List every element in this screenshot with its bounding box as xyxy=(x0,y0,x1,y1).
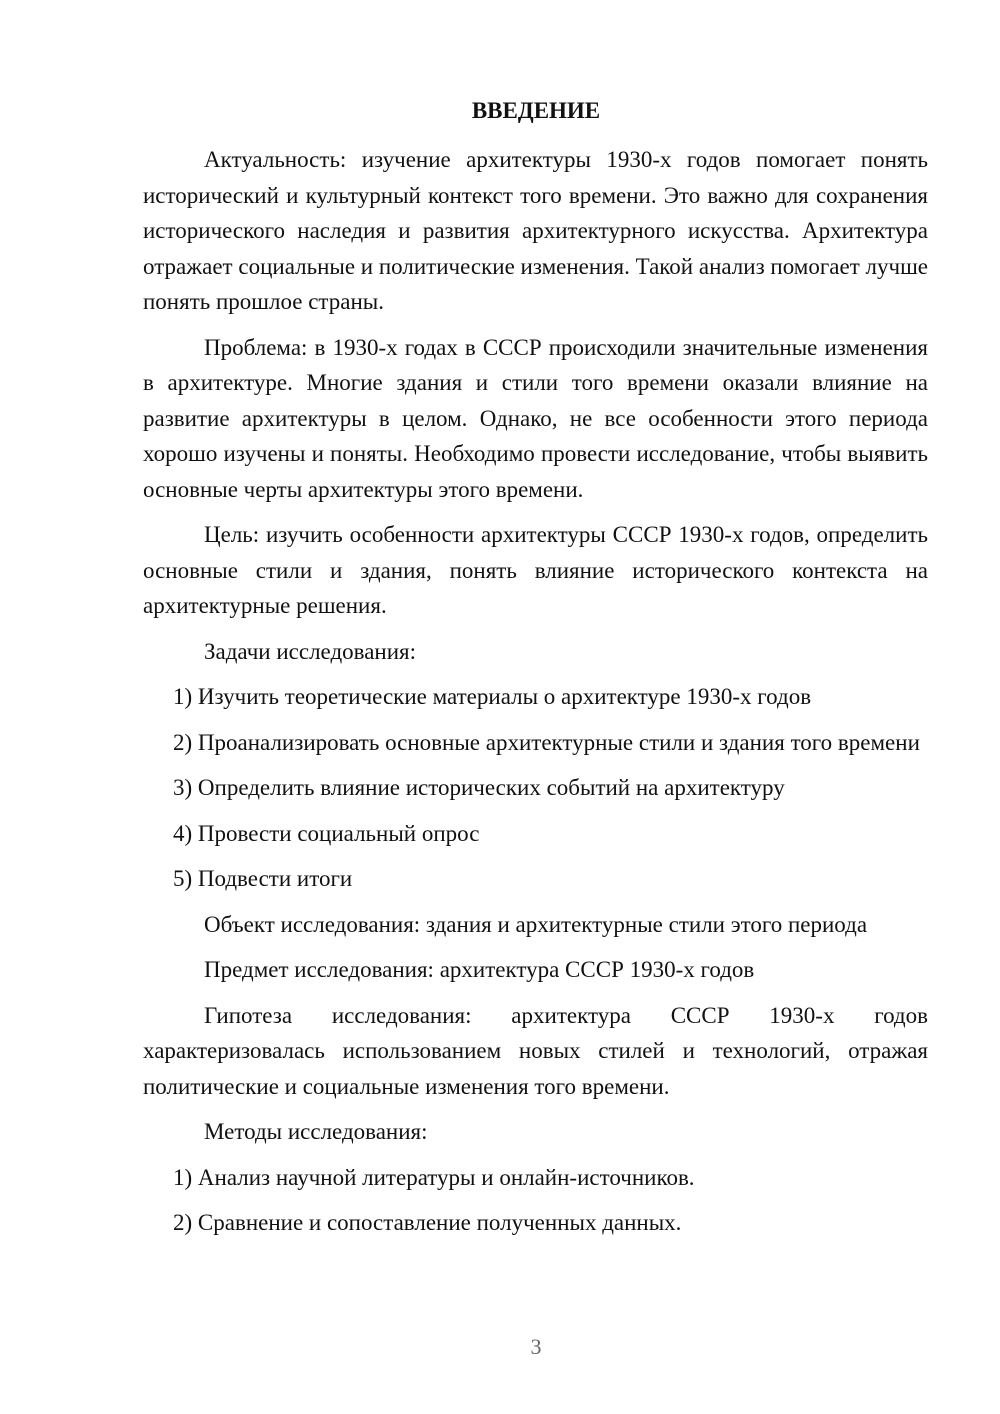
section-heading: ВВЕДЕНИЕ xyxy=(471,98,601,123)
page-number: 3 xyxy=(530,1334,542,1359)
relevance-paragraph: Актуальность: изучение архитектуры 1930-х годов помогает понять исторический и культурный контекст того времени. Это важно для сохранения исторического наследия и развития архитектурного искусства. Архитектура отражает социальные и политические изменения. Такой анализ помогает лучше понять прошлое страны. xyxy=(143,147,928,314)
method-item: 2) Сравнение и сопоставление полученных данных. xyxy=(173,1210,682,1235)
object-paragraph: Объект исследования: здания и архитектурные стили этого периода xyxy=(204,911,868,937)
task-item: 2) Проанализировать основные архитектурные стили и здания того времени xyxy=(173,729,920,755)
task-item: 3) Определить влияние исторических событий на архитектуру xyxy=(173,775,785,800)
document-body xyxy=(143,142,928,1241)
task-item: 5) Подвести итоги xyxy=(173,866,353,891)
tasks-title: Задачи исследования: xyxy=(204,638,417,664)
task-item: 4) Провести социальный опрос xyxy=(173,820,480,846)
task-item: 1) Изучить теоретические материалы о архитектуре 1930-х годов xyxy=(173,684,812,709)
subject-paragraph: Предмет исследования: архитектура СССР 1930-х годов xyxy=(204,957,755,982)
problem-paragraph: Проблема: в 1930-х годах в СССР происходили значительные изменения в архитектуре. Многие здания и стили того времени оказали влияние на развитие архитектуры в целом. Однако, не все особенности этого периода хорошо изучены и поняты. Необходимо провести исследование, чтобы выявить основные черты архитектуры этого времени. xyxy=(143,334,928,502)
goal-paragraph: Цель: изучить особенности архитектуры СССР 1930-х годов, определить основные стили и здания, понять влияние исторического контекста на архитектурные решения. xyxy=(143,522,928,618)
methods-title: Методы исследования: xyxy=(204,1119,428,1144)
method-item: 1) Анализ научной литературы и онлайн-источников. xyxy=(173,1164,695,1190)
hypothesis-paragraph: Гипотеза исследования: архитектура СССР 1930-х годов характеризовалась использованием новых стилей и технологий, отражая политические и социальные изменения того времени. xyxy=(143,1002,928,1099)
